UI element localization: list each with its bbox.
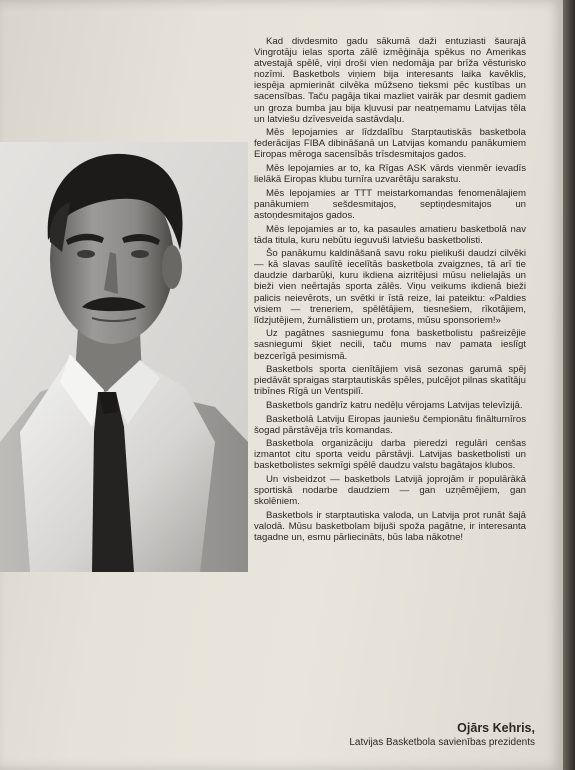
article-paragraph: Kad divdesmito gadu sākumā daži entuziasti šaurajā Vingrotāju ielas sporta zālē izmēģināja spēkus no Amerikas atvestajā spēlē, viņi droši vien nedomāja par brīža vēsturisko nozīmi. Basketbols viņiem bija interesants laika kavēklis, iespēja apmierināt cilvēka mūžseno tieksmi pēc kustības un sacensības. Taču pagāja tikai mazliet vairāk par desmit gadiem un groza bumba jau bija kļuvusi par neatņemamu Latvijas tēla un latviešu dzīvesveida sastāvdaļu. bbox=[254, 36, 526, 125]
signature-block bbox=[349, 721, 535, 750]
signature-name: Ojārs Kehris, bbox=[457, 721, 535, 735]
portrait-photo bbox=[0, 142, 248, 572]
signature-title: Latvijas Basketbola savienības prezidents bbox=[349, 737, 535, 748]
article-paragraph: Un visbeidzot — basketbols Latvijā joprojām ir populārākā sportiskā nodarbe daudziem — gan uzņēmējiem, gan skolēniem. bbox=[254, 473, 526, 508]
article-paragraph: Basketbolā Latviju Eiropas jauniešu čempionātu finālturnīros šogad pārstāvēja trīs komandas. bbox=[254, 413, 526, 436]
article-paragraph: Uz pagātnes sasniegumu fona basketbolistu pašreizējie sasniegumi šķiet necili, taču mums nav pamata ieslīgt bezcerīgā pesimismā. bbox=[254, 328, 526, 362]
article-paragraph: Mēs lepojamies ar to, ka pasaules amatieru basketbolā nav tāda titula, kuru nebūtu ieguvuši latviešu basketbolisti. bbox=[254, 223, 526, 246]
portrait-illustration bbox=[0, 142, 248, 572]
article-paragraph: Mēs lepojamies ar līdzdalību Starptautiskās basketbola federācijas FIBA dibināšanā un Latvijas komandu panākumiem Eiropas mēroga sacensībās trīsdesmitajos gados. bbox=[254, 127, 526, 161]
article-paragraph: Mēs lepojamies ar TTT meistarkomandas fenomenālajiem panākumiem sešdesmitajos, septiņdesmitajos un astoņdesmitajos gados. bbox=[254, 187, 526, 221]
article-paragraph: Basketbols sporta cienītājiem visā sezonas garumā spēj piedāvāt spraigas starptautiskās spēles, pulcējot pilnas skatītāju tribīnes Rīgā un Ventspilī. bbox=[254, 364, 526, 398]
article-text bbox=[254, 36, 526, 546]
article-paragraph: Basketbols ir starptautiska valoda, un Latvija prot runāt šajā valodā. Mūsu basketbolam bijuši spoža pagātne, ir interesanta tagadne un, esmu pārliecināts, būs laba nākotne! bbox=[254, 509, 526, 543]
article-paragraph: Basketbols gandrīz katru nedēļu vērojams Latvijas televīzijā. bbox=[266, 399, 523, 411]
article-paragraph: Basketbola organizāciju darba pieredzi regulāri cenšas izmantot citu sporta veidu pārstāvji. Latvijas basketbolisti un basketbolistes sekmīgi spēlē daudzu valstu bagātajos klubos. bbox=[254, 438, 526, 472]
article-paragraph: Mēs lepojamies ar to, ka Rīgas ASK vārds vienmēr ievadīs lielākā Eiropas klubu turnīra uzvarētāju sarakstu. bbox=[254, 163, 526, 186]
article-paragraph: Šo panākumu kaldināšanā savu roku pielikuši daudzi cilvēki — kā slavas saulītē iecelītās basketbola zvaigznes, tā arī tie daudzie darbarūķi, kuru ikdiena aizritējusi mūsu nelielajās un bieži vien neērtajās sporta zālēs. Viņu veikums ikdienā bieži palicis neievērots, un svētki ir īstā reize, lai pateiktu: «Paldies visiem — treneriem, spēlētājiem, tiesnešiem, rīkotājiem, līdzjutējiem, žurnālistiem un, protams, mūsu sponsoriem!» bbox=[254, 248, 526, 326]
page-edge-shadow bbox=[563, 0, 575, 770]
